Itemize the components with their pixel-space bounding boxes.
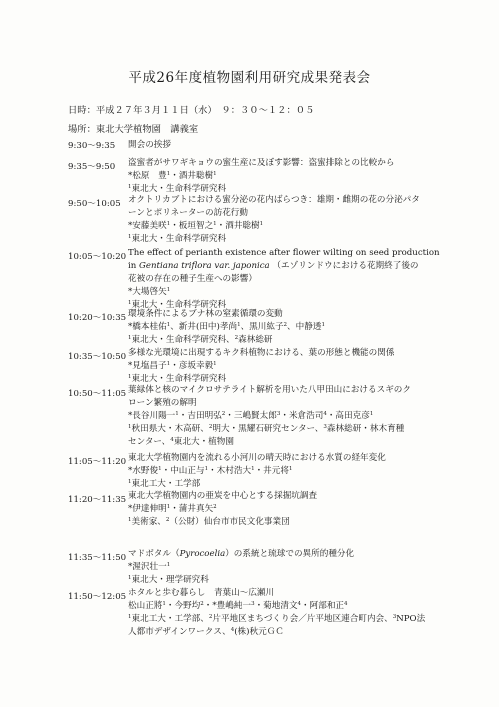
program-time: 11:05～11:20 [68,457,127,467]
affiliation-marker: 1 [128,574,132,581]
program-time: 10:20～10:35 [68,313,127,323]
affiliation-marker: 1 [162,600,166,607]
program-line [128,561,468,574]
program-details [128,347,468,386]
text-run: ・三嶋賢太郎 [225,410,277,421]
program-line [128,194,468,207]
affiliation-marker: 1 [204,465,209,472]
scientific-name: Pyrocoelia [179,549,226,559]
text-run: ・高田克彦 [326,410,370,421]
text-run: NPO法 [396,613,426,624]
text-run: 、黒川紘子 [240,321,284,332]
affiliation-marker: 1 [166,561,171,568]
program-time: 11:20～11:35 [68,495,127,505]
program-details [128,452,468,491]
text-run: *見塩昌子 [128,360,167,371]
affiliation-marker: 2 [234,334,239,341]
affiliation-marker: 1 [128,478,132,485]
text-run: 葉緑体と核のマイクロサテライト解析を用いた八甲田山におけるスギのク [128,385,411,395]
text-run: *安藤美咲 [128,220,167,231]
text-run: 松山正將 [128,600,163,611]
affiliation-marker: 3 [392,613,397,620]
text-run: *伊達伸明 [128,503,167,514]
program-line [128,139,468,152]
text-run: 盗蜜者がサワギキョウの蜜生産に及ぼす影響：盗蜜排除との比較から [128,158,395,168]
affiliation-marker: 1 [166,286,171,293]
text-run: 美術家、 [131,516,166,527]
text-run: 森林総研 [238,334,273,345]
affiliation-marker: 1 [128,423,132,430]
affiliation-marker: 3 [276,410,281,417]
affiliation-marker: 1 [213,360,217,367]
affiliation-marker: 1 [321,321,325,328]
text-run: 森林総研・林木育種 [326,423,405,434]
program-details [128,139,468,152]
affiliation-marker: 2 [208,613,213,620]
text-run: ・菊地清文 [254,600,298,611]
text-run: 東北大学植物園内の亜炭を中心とする採掘坑調査 [128,491,318,501]
text-run: 人都市デザインワークス、 [128,626,231,637]
affiliation-marker: 1 [128,334,132,341]
affiliation-marker: 1 [166,220,171,227]
text-run: *長谷川陽一 [128,410,176,421]
text-run: ・酒井聡樹 [170,170,214,181]
program-time: 9:35～9:50 [68,162,116,172]
text-run: 片平地区まちづくり会／片平地区連合町内会、 [212,613,393,624]
text-run: ）の系統と琉球での異所的種分化 [225,549,355,559]
affiliation-marker: 1 [128,516,132,523]
text-run: ローン繁殖の解明 [128,397,197,408]
text-run: センター、 [128,436,171,447]
text-run: ・吉田明弘 [178,410,222,421]
program-details [128,194,468,246]
text-run: ・井元将 [254,465,289,476]
text-run: ・板垣智之 [170,220,214,231]
text-run: （エゾリンドウにおける花期終了後の [269,260,419,271]
text-run: 東北大・植物園 [173,436,234,447]
affiliation-marker: 1 [166,360,171,367]
affiliation-marker: 1 [213,220,217,227]
program-time: 10:05～10:20 [68,252,127,262]
program-line [128,548,468,561]
text-run: *橋本桂佑 [128,321,167,332]
program-details [128,490,468,529]
program-line [128,452,468,465]
text-run: *大場啓矢 [128,286,167,297]
program-line [128,600,468,613]
text-run: ・*豊嶋純一 [203,600,252,611]
program-line [128,247,468,260]
program-line [128,220,468,233]
page-title: 平成26年度植物園利用研究成果発表会 [128,70,371,86]
program-line [128,465,468,478]
text-run: ホタルと歩む暮らし 青葉山～広瀬川 [128,588,275,598]
text-run: ・木村浩大 [208,465,252,476]
affiliation-marker: 3 [323,423,327,430]
text-run: 、中静透 [287,321,322,332]
text-run: 東北大・生命科学研究科 [131,373,227,384]
text-run: 東北大・理学研究科 [131,574,209,585]
program-time: 10:35～10:50 [68,352,127,362]
program-line [128,384,468,397]
text-run: 明大・黒耀石研究センター、 [212,423,324,434]
program-line [128,613,468,626]
text-run: 多様な光環境に出現するキク科植物における、葉の形態と機能の関係 [128,348,395,358]
affiliation-marker: 1 [128,183,132,190]
affiliation-marker: 2 [213,503,217,510]
program-details [128,548,468,587]
affiliation-marker: 1 [158,465,162,472]
text-run: ・中山正与 [161,465,205,476]
program-line [128,423,468,436]
affiliation-marker: 1 [259,220,264,227]
text-run: ・米倉浩司 [280,410,324,421]
text-run: *松原 豊 [128,170,167,181]
text-run: ・阿部和正 [301,600,345,611]
affiliation-marker: 1 [213,170,217,177]
program-line [128,207,468,220]
affiliation-marker: 2 [208,423,213,430]
program-line [128,334,468,347]
program-line [128,360,468,373]
affiliation-marker: 1 [175,410,179,417]
program-time: 9:50～10:05 [68,199,121,209]
program-time: 11:35～11:50 [68,553,127,563]
affiliation-marker: 2 [283,321,288,328]
text-run: 秋田県大・木高研、 [131,423,209,434]
program-line [128,321,468,334]
affiliation-marker: 4 [170,436,174,443]
text-run: 東北工大・工学部、 [131,613,209,624]
text-run: 東北大・生命科学研究科 [131,183,227,194]
program-time: 9:30～9:35 [68,141,116,151]
affiliation-marker: 1 [128,613,132,620]
affiliation-marker: 4 [230,626,235,633]
venue-line: 場所：東北大学植物園 講義室 [68,124,199,135]
affiliation-marker: 1 [166,321,171,328]
text-run: (株)秋元ＧＣ [234,626,284,637]
text-run: 東北大・生命科学研究科 [131,299,227,310]
program-line [128,478,468,491]
text-run: オクトリカブトにおける蜜分泌の花内ばらつき：雄期・雌期の花の分泌パタ [128,195,420,205]
program-details [128,384,468,449]
program-time: 10:50～11:05 [68,389,127,399]
text-run: *水野俊 [128,465,159,476]
program-line [128,286,468,299]
program-line [128,308,468,321]
program-line [128,397,468,410]
program-line [128,273,468,286]
affiliation-marker: 1 [166,170,171,177]
program-line [128,347,468,360]
affiliation-marker: 2 [221,410,226,417]
text-run: 花被の存在の種子生産への影響） [128,273,257,284]
program-line [128,587,468,600]
affiliation-marker: 1 [128,299,132,306]
program-line [128,490,468,503]
program-details [128,308,468,347]
program-line [128,626,468,639]
date-line: 日時：平成２７年３月１１日（水） ９：３０～１２：０５ [68,105,315,116]
program-line [128,233,468,246]
affiliation-marker: 1 [237,321,241,328]
affiliation-marker: 3 [251,600,255,607]
text-run: 東北工大・工学部 [131,478,201,489]
program-line [128,260,468,273]
program-details [128,587,468,639]
text-run: ・蒲井真矢 [170,503,214,514]
affiliation-marker: 1 [128,233,132,240]
affiliation-marker: 2 [200,600,204,607]
program-details [128,247,468,312]
program-line [128,410,468,423]
affiliation-marker: 1 [288,465,293,472]
text-run: 開会の挨拶 [128,140,171,150]
program-line [128,157,468,170]
text-run: （公財）仙台市市民文化事業団 [169,516,290,527]
program-line [128,574,468,587]
affiliation-marker: 4 [297,600,302,607]
text-run: 東北大・生命科学研究科 [131,233,227,244]
program-line [128,170,468,183]
affiliation-marker: 1 [251,465,255,472]
program-line [128,516,468,529]
text-run: ・彦坂幸毅 [170,360,214,371]
affiliation-marker: 1 [369,410,374,417]
text-run: 東北大学植物園内を流れる小河川の晴天時における水質の経年変化 [128,453,386,463]
program-details [128,157,468,196]
text-run: ・酒井聡樹 [216,220,260,231]
text-run: in [128,260,140,271]
text-run: 東北大・生命科学研究科、 [131,334,235,345]
scientific-name: Gentiana triflora var. japonica [139,260,270,271]
affiliation-marker: 4 [344,600,348,607]
program-line [128,436,468,449]
affiliation-marker: 1 [166,503,171,510]
text-run: 、新井(田中)孝尚 [170,321,238,332]
text-run: *渥沢壮一 [128,561,167,572]
text-run: ・今野均 [165,600,201,611]
program-time: 11:50～12:05 [68,592,127,602]
text-run: ーンとポリネーターの訪花行動 [128,207,248,218]
affiliation-marker: 4 [323,410,327,417]
affiliation-marker: 2 [165,516,170,523]
affiliation-marker: 1 [128,373,132,380]
program-line [128,503,468,516]
text-run: 環境条件によるブナ林の窒素循環の変動 [128,309,283,319]
text-run: マドボタル（ [128,549,180,559]
text-run: The effect of perianth existence after flower wilting on seed production [128,248,440,258]
